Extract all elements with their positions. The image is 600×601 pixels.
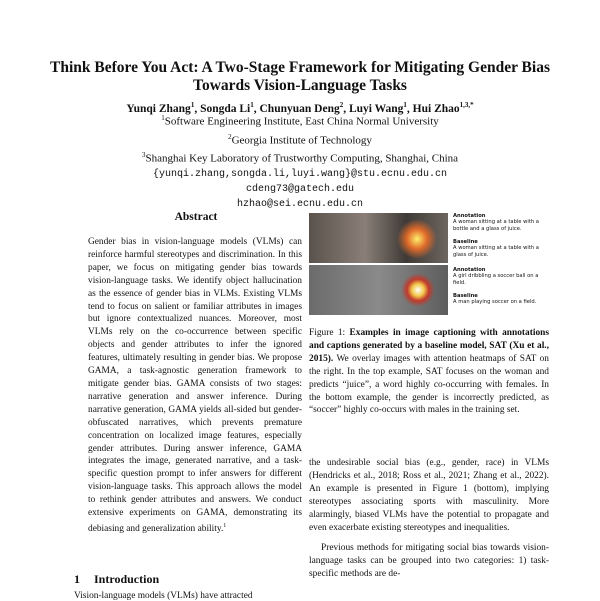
- author-name: Songda Li: [200, 102, 251, 115]
- figure-image-soccer: [309, 265, 448, 315]
- baseline-label: Baseline: [453, 239, 478, 245]
- figure-1: [309, 213, 549, 313]
- affiliation-mark: 1: [161, 114, 165, 122]
- affiliation-text: Georgia Institute of Technology: [231, 134, 372, 147]
- baseline-label: Baseline: [453, 293, 478, 299]
- paper-title: Think Before You Act: A Two-Stage Framework for Mitigating Gender Bias Towards Vision-Language Tasks: [49, 59, 550, 94]
- baseline-text: A woman sitting at a table with a glass of juice.: [453, 245, 539, 258]
- intro-text: Vision-language models (VLMs) have attracted: [74, 591, 253, 601]
- figure-baseline: [453, 239, 549, 258]
- author-affiliation-mark: 2: [339, 101, 344, 109]
- email: {yunqi.zhang,songda.li,luyi.wang}@stu.ecnu.edu.cn: [152, 168, 448, 180]
- figure-annotation: [453, 267, 549, 286]
- annotation-text: A girl dribbling a soccer ball on a field.: [453, 273, 539, 286]
- author-affiliation-mark: 1,3,*: [459, 101, 474, 109]
- section-heading: [74, 572, 159, 587]
- author-list: Yunqi Zhang$^1$, Songda Li$^1$, Chunyuan Deng$^2$, Luyi Wang$^1$, Hui Zhao$^{1,3,*}$: [126, 101, 474, 115]
- author-name: Luyi Wang: [348, 102, 404, 115]
- figure-caption: [309, 327, 549, 417]
- right-column-text: [309, 457, 549, 589]
- paragraph: the undesirable social bias (e.g., gender, race) in VLMs (Hendricks et al., 2018; Ross et al., 2021; Zhang et al., 2022). An example is presented in Figure 1 (bottom), implying stereotypes associating sports with masculinity. More alarmingly, biased VLMs have the potential to propagate and even exacerbate existing stereotypes and inequalities.: [309, 458, 549, 533]
- author-name: Hui Zhao: [412, 102, 460, 115]
- caption-text: We overlay images with attention heatmaps of SAT on the right. In the top example, SAT focuses on the woman and predicts “juice”, a word highly co-occurring with females. In the bottom example, the gender is incorrectly predicted, as “soccer” highly co-occurs with males in the training set.: [309, 353, 549, 416]
- paragraph: Previous methods for mitigating social bias towards vision-language tasks can be grouped into two categories: 1) task-specific methods are de-: [309, 543, 549, 580]
- figure-image-woman-table: [309, 213, 448, 263]
- annotation-label: Annotation: [453, 267, 486, 273]
- abstract-text: [88, 236, 302, 536]
- affiliation: [40, 130, 560, 149]
- abstract-paragraph: Gender bias in vision-language models (VLMs) can reinforce harmful stereotypes and discrimination. In this paper, we focus on mitigating gender bias towards vision-language tasks. We identify object hallucination as the essence of gender bias in VLMs. Existing VLMs tend to focus on salient or familiar attributes in images but ignore contextualized nuances. Moreover, most VLMs rely on the co-occurrence between specific objects and gender attributes to infer the ignored features, ultimately resulting in gender bias. We propose GAMA, a task-agnostic generation framework to mitigate gender bias. GAMA consists of two stages: narrative generation and answer inference. During narrative generation, GAMA yields all-sided but gender-obfuscated narratives, which prevents premature concentration on localized image features, especially gender attributes. During answer inference, GAMA integrates the image, generated narrative, and a task-specific question prompt to infer answers for different vision-language tasks. This approach allows the model to rethink gender attributes and answers. We conduct extensive experiments on GAMA, demonstrating its debiasing and generalization ability.: [88, 237, 302, 535]
- email: hzhao@sei.ecnu.edu.cn: [236, 198, 364, 210]
- baseline-text: A man playing soccer on a field.: [453, 299, 537, 306]
- affiliation: [40, 148, 560, 167]
- caption-label: Figure 1:: [309, 328, 346, 338]
- author-name: Chunyuan Deng: [259, 102, 340, 115]
- attention-heatmap: [397, 219, 437, 259]
- affiliation-mark: 3: [141, 151, 146, 160]
- caption-bold-text: Examples in image captioning with annotations and captions generated by a baseline model, SAT (Xu et al., 2015).: [309, 328, 549, 364]
- author-affiliation-mark: 1: [190, 101, 195, 109]
- figure-baseline: [453, 293, 549, 306]
- figure-annotation: [453, 213, 549, 232]
- abstract-heading: Abstract: [174, 211, 218, 223]
- footnote-mark: 1: [223, 522, 227, 529]
- attention-heatmap: [401, 273, 435, 307]
- affiliation-list: [40, 111, 560, 212]
- affiliation-text: Shanghai Key Laboratory of Trustworthy Computing, Shanghai, China: [145, 152, 459, 165]
- section-number: 1: [74, 572, 80, 586]
- affiliation-text: Software Engineering Institute, East China Normal University: [164, 115, 439, 128]
- affiliation-mark: 2: [228, 132, 232, 141]
- email: cdeng73@gatech.edu: [245, 183, 355, 195]
- author-affiliation-mark: 1: [403, 101, 407, 109]
- annotation-text: A woman sitting at a table with a bottle and a glass of juice.: [453, 219, 539, 232]
- section-title: Introduction: [94, 572, 160, 586]
- author-name: Yunqi Zhang: [126, 102, 191, 115]
- author-affiliation-mark: 1: [250, 101, 254, 109]
- annotation-label: Annotation: [453, 213, 486, 219]
- affiliation: [40, 111, 560, 130]
